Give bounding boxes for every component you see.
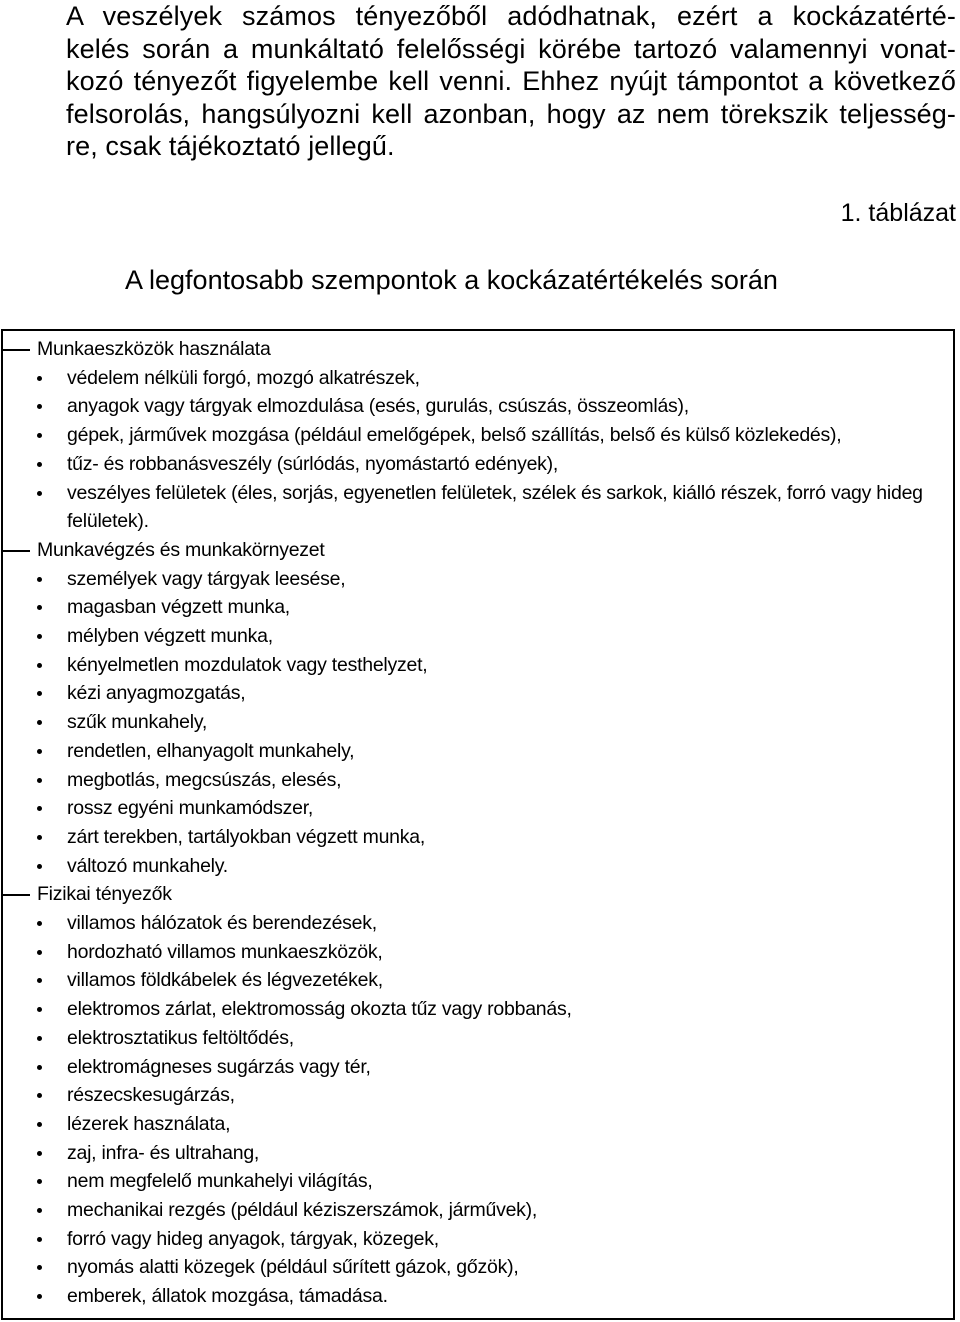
- bullet-icon: [37, 864, 42, 869]
- bullet-icon: [37, 491, 42, 496]
- bullet-icon: [37, 1122, 42, 1127]
- list-item: [0, 1253, 960, 1282]
- table-title: A legfontosabb szempontok a kockázatértékelés során: [125, 265, 778, 295]
- bullet-icon: [37, 806, 42, 811]
- list-item: [0, 966, 960, 995]
- bullet-icon: [37, 835, 42, 840]
- intro-paragraph: [66, 0, 956, 163]
- list-item: [0, 679, 960, 708]
- list-item-text: veszélyes felületek (éles, sorjás, egyenetlen felületek, szélek és sarkok, kiálló részek, forró vagy hideg felületek).: [67, 481, 923, 533]
- item-list: [0, 565, 960, 881]
- bullet-icon: [37, 1151, 42, 1156]
- list-item: [0, 938, 960, 967]
- bullet-icon: [37, 778, 42, 783]
- list-item-text: zaj, infra- és ultrahang,: [67, 1141, 260, 1164]
- item-list: [0, 364, 960, 536]
- section-heading: [0, 880, 960, 909]
- list-item: [0, 909, 960, 938]
- bullet-icon: [37, 1007, 42, 1012]
- bullet-icon: [37, 1294, 42, 1299]
- bullet-icon: [37, 1265, 42, 1270]
- list-item: [0, 1225, 960, 1254]
- intro-line: kozó tényezőt figyelembe kell venni. Ehhez nyújt támpontot a következő: [66, 66, 956, 96]
- bullet-icon: [37, 433, 42, 438]
- item-list: [0, 909, 960, 1311]
- list-item: [0, 794, 960, 823]
- list-item-text: kényelmetlen mozdulatok vagy testhelyzet,: [67, 653, 428, 676]
- list-item: [0, 766, 960, 795]
- list-item: [0, 565, 960, 594]
- intro-line: felsorolás, hangsúlyozni kell azonban, hogy az nem törekszik teljesség-: [66, 98, 956, 129]
- list-item-text: rendetlen, elhanyagolt munkahely,: [67, 739, 355, 762]
- intro-line: kelés során a munkáltató felelősségi körébe tartozó valamennyi vonat-: [66, 33, 956, 64]
- list-item-text: részecskesugárzás,: [67, 1084, 235, 1107]
- bullet-icon: [37, 720, 42, 725]
- list-item: [0, 364, 960, 393]
- bullet-icon: [37, 950, 42, 955]
- list-item-text: mechanikai rezgés (például kéziszerszámok, járművek),: [67, 1199, 538, 1222]
- section-heading-label: Munkaeszközök használata: [37, 338, 271, 360]
- bullet-icon: [37, 663, 42, 668]
- list-item-text: villamos hálózatok és berendezések,: [67, 912, 377, 935]
- intro-line: A veszélyek számos tényezőből adódhatnak, ezért a kockázatérté-: [66, 1, 956, 31]
- list-item-text: villamos földkábelek és légvezetékek,: [67, 969, 383, 992]
- bullet-icon: [37, 691, 42, 696]
- bullet-icon: [37, 577, 42, 582]
- list-item: [0, 651, 960, 680]
- list-item-text: anyagok vagy tárgyak elmozdulása (esés, gurulás, csúszás, összeomlás),: [67, 395, 689, 418]
- list-item: [0, 708, 960, 737]
- list-item-text: kézi anyagmozgatás,: [67, 682, 246, 705]
- list-item: [0, 1053, 960, 1082]
- list-item: [0, 1196, 960, 1225]
- dash-icon: [3, 894, 30, 896]
- list-item-text: változó munkahely.: [67, 854, 228, 877]
- section-heading: [0, 335, 960, 364]
- bullet-icon: [37, 605, 42, 610]
- table-section: [0, 880, 960, 1311]
- list-item: [0, 995, 960, 1024]
- list-item: [0, 737, 960, 766]
- list-item: [0, 1081, 960, 1110]
- bullet-icon: [37, 978, 42, 983]
- list-item: [0, 479, 960, 536]
- section-heading-label: Fizikai tényezők: [37, 883, 172, 906]
- list-item: [0, 421, 960, 450]
- table-section: [0, 335, 960, 536]
- dash-icon: [3, 550, 30, 552]
- list-item-text: elektromágneses sugárzás vagy tér,: [67, 1055, 371, 1078]
- bullet-icon: [37, 1093, 42, 1098]
- section-heading: [0, 536, 960, 565]
- list-item-text: lézerek használata,: [67, 1112, 231, 1135]
- section-heading-label: Munkavégzés és munkakörnyezet: [37, 538, 325, 561]
- bullet-icon: [37, 1065, 42, 1070]
- list-item-text: emberek, állatok mozgása, támadása.: [67, 1285, 388, 1308]
- bullet-icon: [37, 462, 42, 467]
- list-item-text: személyek vagy tárgyak leesése,: [67, 567, 346, 590]
- list-item-text: szűk munkahely,: [67, 711, 208, 734]
- list-item: [0, 392, 960, 421]
- list-item: [0, 450, 960, 479]
- bullet-icon: [37, 634, 42, 639]
- list-item-text: elektrosztatikus feltöltődés,: [67, 1026, 294, 1049]
- list-item-text: nyomás alatti közegek (például sűrített gázok, gőzök),: [67, 1256, 519, 1279]
- list-item: [0, 1139, 960, 1168]
- bullet-icon: [37, 1179, 42, 1184]
- list-item: [0, 823, 960, 852]
- bullet-icon: [37, 1036, 42, 1041]
- list-item-text: védelem nélküli forgó, mozgó alkatrészek,: [67, 366, 420, 389]
- list-item-text: megbotlás, megcsúszás, elesés,: [67, 768, 342, 791]
- list-item: [0, 852, 960, 881]
- dash-icon: [3, 349, 30, 351]
- list-item-text: elektromos zárlat, elektromosság okozta tűz vagy robbanás,: [67, 998, 572, 1021]
- intro-line: re, csak tájékoztató jellegű.: [66, 131, 395, 161]
- list-item: [0, 1024, 960, 1053]
- bullet-icon: [37, 1237, 42, 1242]
- list-item: [0, 1110, 960, 1139]
- list-item: [0, 1282, 960, 1311]
- list-item-text: nem megfelelő munkahelyi világítás,: [67, 1170, 373, 1193]
- list-item-text: rossz egyéni munkamódszer,: [67, 797, 314, 820]
- bullet-icon: [37, 749, 42, 754]
- list-item-text: mélyben végzett munka,: [67, 625, 273, 647]
- list-item-text: zárt terekben, tartályokban végzett munka,: [67, 825, 426, 848]
- table-section: [0, 536, 960, 880]
- list-item: [0, 593, 960, 622]
- list-item-text: hordozható villamos munkaeszközök,: [67, 940, 383, 963]
- bullet-icon: [37, 921, 42, 926]
- table-content: [0, 335, 960, 1311]
- bullet-icon: [37, 376, 42, 381]
- list-item-text: forró vagy hideg anyagok, tárgyak, közegek,: [67, 1227, 439, 1250]
- bullet-icon: [37, 1208, 42, 1213]
- list-item-text: magasban végzett munka,: [67, 596, 290, 619]
- list-item-text: tűz- és robbanásveszély (súrlódás, nyomástartó edények),: [67, 452, 559, 475]
- list-item: [0, 1167, 960, 1196]
- bullet-icon: [37, 404, 42, 409]
- list-item-text: gépek, járművek mozgása (például emelőgépek, belső szállítás, belső és külső közlekedés),: [67, 424, 842, 447]
- table-number: 1. táblázat: [840, 199, 956, 227]
- list-item: [0, 622, 960, 651]
